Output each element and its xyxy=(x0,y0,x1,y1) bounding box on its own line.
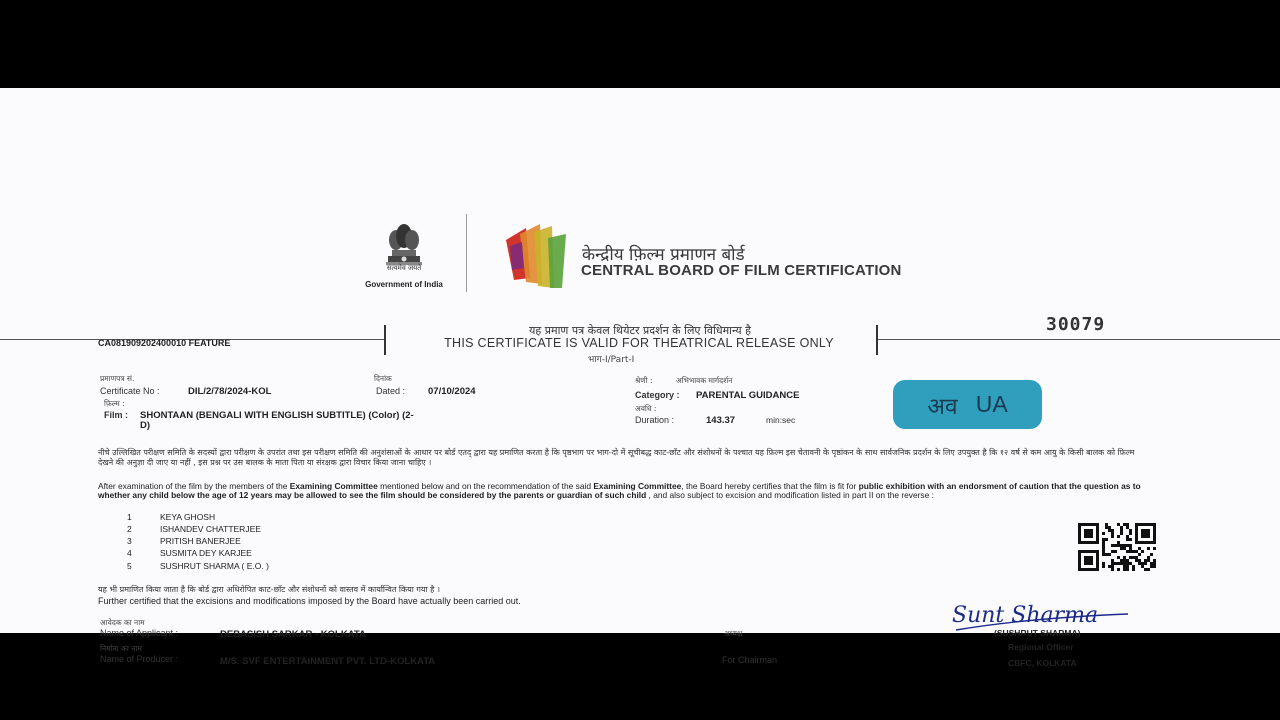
part-label: भाग-I/Part-I xyxy=(588,355,635,365)
certificate-document xyxy=(0,88,1280,668)
cert-no-label: Certificate No : xyxy=(100,386,160,396)
category-hindi-value: अभिभावक मार्गदर्शन xyxy=(676,376,733,385)
member-number: 2 xyxy=(127,524,132,534)
film-title-line2: D) xyxy=(140,420,151,431)
duration-hindi: अवधि : xyxy=(635,404,657,413)
banner-rule-right xyxy=(878,339,1280,340)
member-name: SUSMITA DEY KARJEE xyxy=(160,548,252,558)
category-label: Category : xyxy=(635,390,680,400)
rating-hindi: अव xyxy=(927,393,958,420)
emblem-caption: Government of India xyxy=(365,280,443,289)
member-name: ISHANDEV CHATTERJEE xyxy=(160,524,261,534)
producer-hindi: निर्माता का नाम xyxy=(100,644,142,653)
certificate-id: CA081909202400010 FEATURE xyxy=(98,338,231,348)
org-name-hindi: केन्द्रीय फ़िल्म प्रमाणन बोर्ड xyxy=(582,245,745,265)
lion-capital-icon xyxy=(376,222,432,268)
english-certification-paragraph: After examination of the film by the members of the Examining Committee mentioned below and on the recommendation of the said Examining Committee, the Board hereby certifies that the film is fit for public exhibition with an endorsment of caution that the question as to whether any child below the age of 12 years may be allowed to see the film should be considered by the parents or guardian of such child , and also subject to excision and modification listed in part II on the reverse : xyxy=(98,481,1141,500)
member-name: KEYA GHOSH xyxy=(160,512,216,522)
serial-number: 30079 xyxy=(1046,314,1106,335)
svg-text:Sunt Sharma: Sunt Sharma xyxy=(952,603,1099,628)
duration-unit: min:sec xyxy=(766,415,796,425)
header-divider xyxy=(466,214,467,292)
rating-english: UA xyxy=(975,391,1008,417)
chairman-hindi: अध्यक्ष xyxy=(724,629,743,638)
for-chairman-label: For Chairman xyxy=(722,655,778,665)
cert-no-hindi: प्रमाणपत्र सं. xyxy=(100,374,135,383)
member-number: 3 xyxy=(127,536,132,546)
cbfc-logo-icon xyxy=(500,218,574,292)
film-label: Film : xyxy=(104,410,128,420)
member-number: 5 xyxy=(127,561,132,571)
validity-english: THIS CERTIFICATE IS VALID FOR THEATRICAL RELEASE ONLY xyxy=(444,336,834,350)
certified-hindi: यह भी प्रमाणित किया जाता है कि बोर्ड द्वारा अधिरोपित काट-छाँट और संशोधनों को वास्तव में कार्यान्वित किया गया है । xyxy=(98,585,440,594)
banner-bar-left xyxy=(384,325,386,355)
member-name: SUSHRUT SHARMA ( E.O. ) xyxy=(160,561,269,571)
film-title-line1: SHONTAAN (BENGALI WITH ENGLISH SUBTITLE) (Color) (2- xyxy=(140,410,414,421)
member-number: 4 xyxy=(127,548,132,558)
applicant-value: DEBASISH SARKAR - KOLKATA xyxy=(220,629,366,640)
rating-badge xyxy=(893,380,1042,429)
signatory-name: (SUSHRUT SHARMA) xyxy=(994,628,1081,638)
validity-hindi: यह प्रमाण पत्र केवल थियेटर प्रदर्शन के लिए विधिमान्य है xyxy=(529,324,751,337)
member-number: 1 xyxy=(127,512,132,522)
signatory-office: CBFC, KOLKATA xyxy=(1008,658,1077,668)
hindi-certification-paragraph: नीचे उल्लिखित परीक्षण समिति के सदस्यों द्वारा परीक्षण के उपरांत तथा इस परीक्षण समिति की अनुशंसाओं के आधार पर बोर्ड एतद् द्वारा यह प्रमाणित करता है कि पृष्ठभाग पर भाग-दो में सूचीबद्ध काट-छाँट और संशोधनों के पश्चात यह फ़िल्म इस चेतावनी के पृष्ठांकन के साथ सार्वजनिक प्रदर्शन के लिए उपयुक्त है कि १२ वर्ष से कम आयु के किसी बालक को फ़िल्म देखने की अनुज्ञा दी जाए या नहीं , इस प्रश्न पर उस बालक के माता पिता या संरक्षक द्वारा विचार किया जाना चाहिए । xyxy=(98,448,1135,467)
dated-hindi: दिनांक xyxy=(374,374,392,383)
category-value: PARENTAL GUIDANCE xyxy=(696,390,800,401)
member-name: PRITISH BANERJEE xyxy=(160,536,241,546)
dated-label: Dated : xyxy=(376,386,406,396)
producer-label: Name of Producer : xyxy=(100,654,179,664)
cert-no-value: DIL/2/78/2024-KOL xyxy=(188,386,272,397)
signatory-role: Regional Officer xyxy=(1008,642,1074,652)
film-hindi: फ़िल्म : xyxy=(104,399,125,408)
category-hindi: श्रेणी : xyxy=(635,376,653,385)
org-name-english: CENTRAL BOARD OF FILM CERTIFICATION xyxy=(581,262,902,279)
producer-value: M/S. SVF ENTERTAINMENT PVT. LTD-KOLKATA xyxy=(220,656,436,667)
applicant-label: Name of Applicant : xyxy=(100,628,179,638)
duration-value: 143.37 xyxy=(706,415,736,426)
dated-value: 07/10/2024 xyxy=(428,386,476,397)
emblem-motto: सत्यमेव जयते xyxy=(386,264,422,272)
duration-label: Duration : xyxy=(635,415,675,425)
national-emblem xyxy=(360,222,448,292)
applicant-hindi: आवेदक का नाम xyxy=(100,618,145,627)
certified-english: Further certified that the excisions and modifications imposed by the Board have actually been carried out. xyxy=(98,596,521,606)
qr-code-icon xyxy=(1078,523,1156,571)
